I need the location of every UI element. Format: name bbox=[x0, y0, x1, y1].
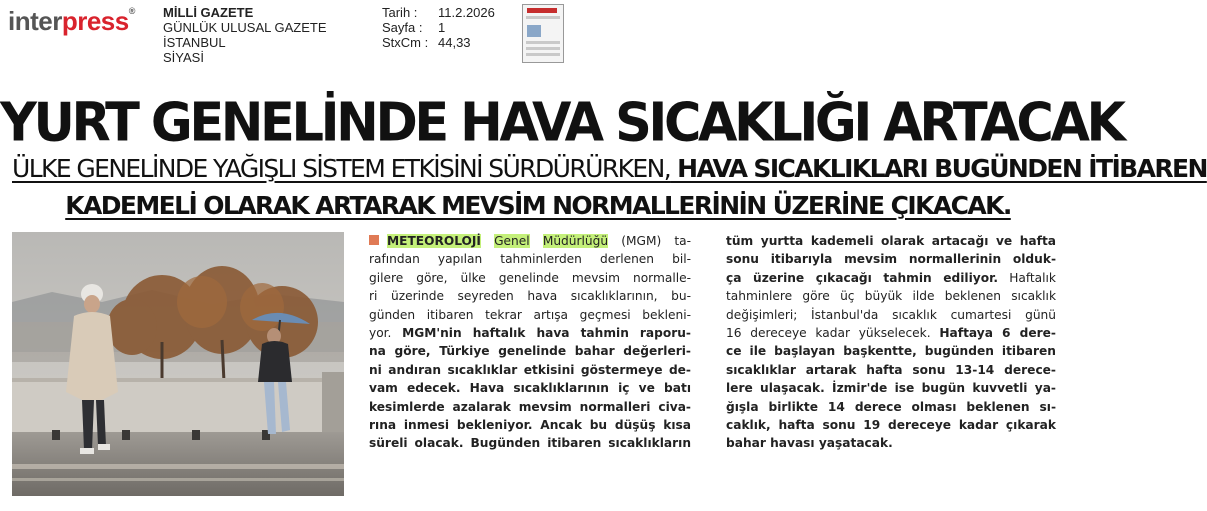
subhead-bold-1: HAVA SICAKLIKLARI BUGÜNDEN İTİBAREN bbox=[670, 154, 1207, 183]
col2-line: ce ile başlayan başkentte, bugünden itibaren bbox=[726, 344, 1056, 359]
subhead-bold-2: KADEMELİ OLARAK ARTARAK MEVSİM NORMALLERİNİN ÜZERİNE ÇIKACAK. bbox=[65, 191, 1011, 220]
col2-line bbox=[726, 269, 1056, 287]
col1-line: günden itibaren tekrar artışa geçmesi bekleni- bbox=[369, 307, 691, 322]
publication-name: MİLLİ GAZETE bbox=[163, 5, 254, 20]
stxcm-row bbox=[382, 35, 495, 50]
page-row bbox=[382, 20, 495, 35]
date-value: 11.2.2026 bbox=[438, 5, 495, 20]
col2-line: sonu itibarıyla mevsim normallerinin olduk- bbox=[726, 252, 1056, 267]
col1-line: na göre, Türkiye genelinde bahar değerleri- bbox=[369, 344, 691, 359]
col1-line: gilere göre, ülke genelinde mevsim normalle- bbox=[369, 270, 691, 285]
publication-type: GÜNLÜK ULUSAL GAZETE bbox=[163, 20, 327, 35]
highlighted-term: Müdürlüğü bbox=[542, 234, 609, 248]
col2-text-bold: Haftaya 6 dere- bbox=[939, 326, 1056, 341]
article-subheadline-line1 bbox=[12, 154, 1207, 183]
col2-text: 16 dereceye kadar yükselecek. bbox=[726, 326, 940, 341]
highlighted-term: Genel bbox=[494, 234, 530, 248]
col2-line bbox=[726, 324, 1056, 342]
col2-line: tahminlere göre üç büyük ilde beklenen sıcaklık bbox=[726, 289, 1056, 304]
col1-line: kesimlerde azalarak mevsim normalleri civa- bbox=[369, 399, 691, 414]
stxcm-value: 44,33 bbox=[438, 35, 471, 50]
clipping-meta bbox=[382, 5, 495, 50]
col2-line: tüm yurtta kademeli olarak artacağı ve hafta bbox=[726, 234, 1056, 248]
thumb-line bbox=[526, 16, 560, 19]
page-label: Sayfa : bbox=[382, 20, 423, 35]
col1-line: rına inmesi bekleniyor. Ancak bu düşüş kısa bbox=[369, 418, 691, 433]
bullet-square-icon bbox=[369, 235, 379, 245]
col1-line bbox=[369, 232, 691, 250]
col1-line: ri üzerinde seyreden hava sıcaklıklarının, bu- bbox=[369, 289, 691, 304]
article-photo bbox=[12, 232, 344, 496]
logo-text-inter: inter bbox=[8, 6, 62, 36]
thumb-masthead bbox=[527, 8, 557, 13]
page-thumbnail[interactable] bbox=[522, 4, 564, 63]
col2-text-bold: ça üzerine çıkacağı tahmin ediliyor. bbox=[726, 270, 998, 285]
col1-text: (MGM) ta- bbox=[608, 234, 692, 248]
col2-line: değişimleri; İstanbul'da sıcaklık cumartesi günü bbox=[726, 307, 1056, 322]
publication-section: SİYASİ bbox=[163, 50, 204, 65]
col2-line: sıcaklıklar artarak hafta sonu 13-14 derece- bbox=[726, 362, 1056, 377]
col1-line: ni andıran sıcaklıklar etkisini göstermeye de- bbox=[369, 362, 691, 377]
page-value: 1 bbox=[438, 20, 446, 35]
rainy-street-photo bbox=[12, 232, 344, 496]
col1-text: yor. bbox=[369, 326, 403, 341]
article-column-2 bbox=[726, 232, 1056, 453]
col2-line: ğışla birlikte 14 derece olması beklenen sı- bbox=[726, 399, 1056, 414]
col1-line: süreli olacak. Bugünden itibaren sıcaklıkların bbox=[369, 436, 691, 451]
col1-line bbox=[369, 324, 691, 342]
interpress-logo bbox=[8, 6, 135, 37]
col2-line: lere ulaşacak. İzmir'de ise bugün kuvvetli ya- bbox=[726, 381, 1056, 396]
thumb-line bbox=[526, 53, 560, 56]
thumb-photo bbox=[527, 25, 541, 37]
article-headline: YURT GENELİNDE HAVA SICAKLIĞI ARTACAK bbox=[0, 92, 1123, 154]
date-row bbox=[382, 5, 495, 20]
col2-line: caklık, hafta sonu 19 dereceye kadar çıkarak bbox=[726, 418, 1056, 433]
article-column-1 bbox=[369, 232, 691, 453]
publication-city: İSTANBUL bbox=[163, 35, 226, 50]
thumb-line bbox=[526, 47, 560, 50]
stxcm-label: StxCm : bbox=[382, 35, 429, 50]
highlighted-term: METEOROLOJİ bbox=[387, 234, 481, 248]
col2-text: Haftalık bbox=[998, 270, 1056, 285]
subhead-light: ÜLKE GENELİNDE YAĞIŞLI SİSTEM ETKİSİNİ SÜRDÜRÜRKEN, bbox=[12, 154, 671, 183]
logo-registered-mark: ® bbox=[128, 6, 135, 16]
logo-text-press: press bbox=[61, 6, 129, 36]
publication-info bbox=[163, 5, 327, 65]
thumb-line bbox=[526, 41, 560, 44]
date-label: Tarih : bbox=[382, 5, 418, 20]
col1-line: rafından yapılan tahminlerden derlenen bil- bbox=[369, 252, 691, 267]
article-subheadline-line2 bbox=[0, 191, 1076, 220]
col1-text-bold: MGM'nin haftalık hava tahmin raporu- bbox=[402, 326, 691, 341]
col2-line: bahar havası yaşatacak. bbox=[726, 436, 893, 451]
col1-line: vam edecek. Hava sıcaklıklarının iç ve batı bbox=[369, 381, 691, 396]
